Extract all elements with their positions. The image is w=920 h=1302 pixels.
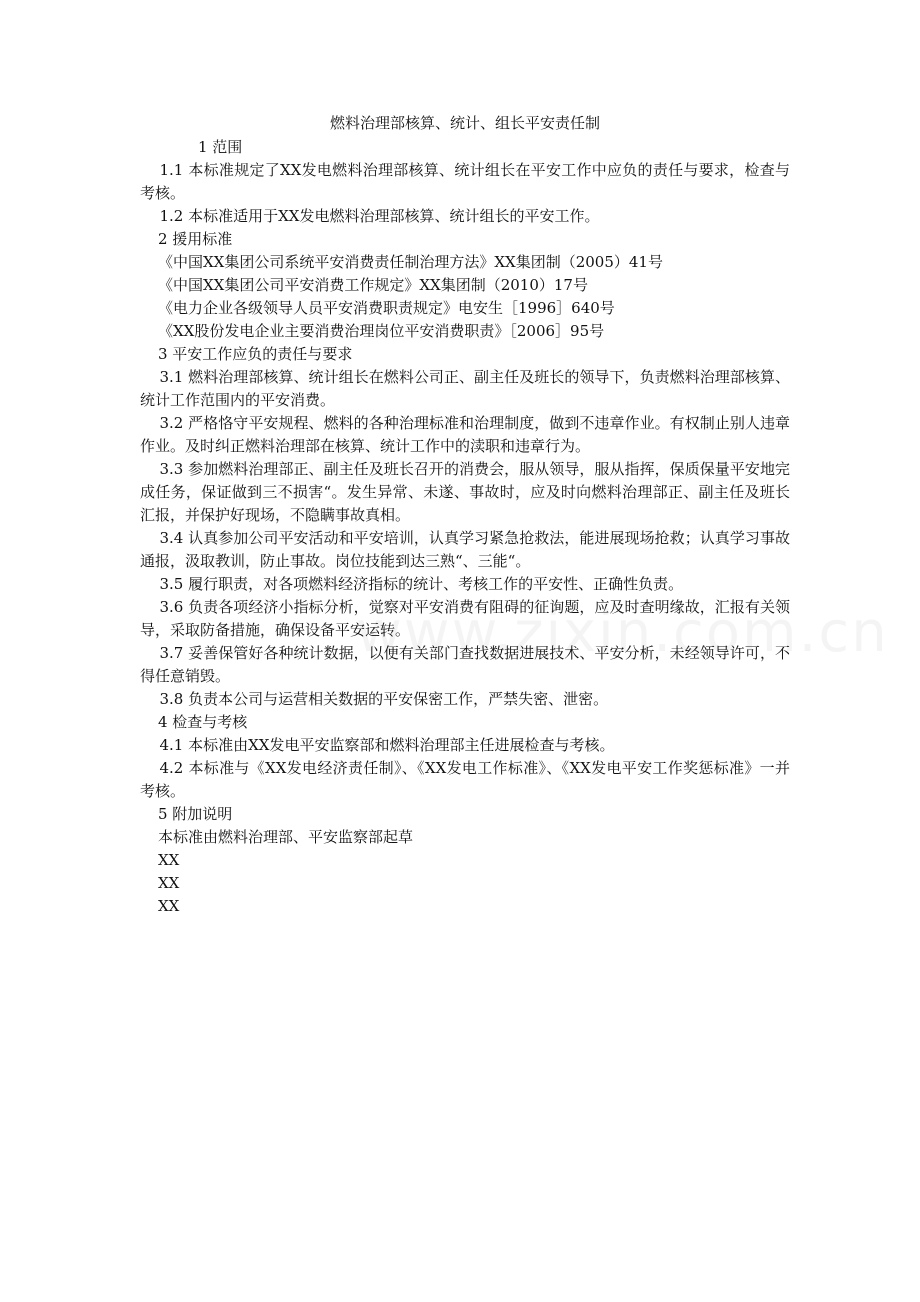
drafting-note: 本标准由燃料治理部、平安监察部起草 [158, 828, 414, 846]
clause-3-3: 3.3 参加燃料治理部正、副主任及班长召开的消费会，服从领导，服从指挥，保质保量平安地完成任务，保证做到三不损害“。发生异常、未遂、事故时，应及时向燃料治理部正、副主任及班长汇报，并保护好现场，不隐瞒事故真相。 [140, 460, 790, 524]
clause-3-8: 3.8 负责本公司与运营相关数据的平安保密工作，严禁失密、泄密。 [159, 690, 609, 708]
clause-3-7: 3.7 妥善保管好各种统计数据，以便有关部门查找数据进展技术、平安分析，未经领导许可，不得任意销毁。 [140, 644, 790, 685]
clause-3-2: 3.2 严格恪守平安规程、燃料的各种治理标准和治理制度，做到不违章作业。有权制止别人违章作业。及时纠正燃料治理部在核算、统计工作中的渎职和违章行为。 [140, 414, 790, 455]
section-5-heading: 5 附加说明 [158, 805, 233, 823]
clause-3-1: 3.1 燃料治理部核算、统计组长在燃料公司正、副主任及班长的领导下，负责燃料治理部核算、统计工作范围内的平安消费。 [140, 368, 790, 409]
clause-4-2: 4.2 本标准与《XX发电经济责任制》、《XX发电工作标准》、《XX发电平安工作奖惩标准》一并考核。 [140, 759, 790, 800]
section-4-heading: 4 检查与考核 [158, 713, 248, 731]
document-title: 燃料治理部核算、统计、组长平安责任制 [329, 114, 600, 132]
section-1-heading: 1 范围 [198, 138, 243, 156]
clause-1-1: 1.1 本标准规定了XX发电燃料治理部核算、统计组长在平安工作中应负的责任与要求，检查与考核。 [140, 161, 790, 202]
signature-line-1: XX [158, 851, 180, 869]
document-body [140, 112, 790, 918]
reference-1: 《中国XX集团公司系统平安消费责任制治理方法》XX集团制（2005）41号 [158, 253, 663, 271]
section-2-heading: 2 援用标准 [158, 230, 233, 248]
clause-3-4: 3.4 认真参加公司平安活动和平安培训，认真学习紧急抢救法，能进展现场抢救；认真学习事故通报，汲取教训，防止事故。岗位技能到达三熟“、三能“。 [140, 529, 790, 570]
clause-3-6: 3.6 负责各项经济小指标分析，觉察对平安消费有阻碍的征询题，应及时查明缘故，汇报有关领导，采取防备措施，确保设备平安运转。 [140, 598, 790, 639]
signature-line-3: XX [158, 897, 180, 915]
clause-3-5: 3.5 履行职责，对各项燃料经济指标的统计、考核工作的平安性、正确性负责。 [159, 575, 684, 593]
clause-1-2: 1.2 本标准适用于XX发电燃料治理部核算、统计组长的平安工作。 [159, 207, 600, 225]
section-3-heading: 3 平安工作应负的责任与要求 [158, 345, 353, 363]
reference-2: 《中国XX集团公司平安消费工作规定》XX集团制（2010）17号 [158, 276, 588, 294]
signature-line-2: XX [158, 874, 180, 892]
reference-4: 《XX股份发电企业主要消费治理岗位平安消费职责》［2006］95号 [158, 322, 605, 340]
reference-3: 《电力企业各级领导人员平安消费职责规定》电安生［1996］640号 [158, 299, 615, 317]
clause-4-1: 4.1 本标准由XX发电平安监察部和燃料治理部主任进展检查与考核。 [159, 736, 615, 754]
